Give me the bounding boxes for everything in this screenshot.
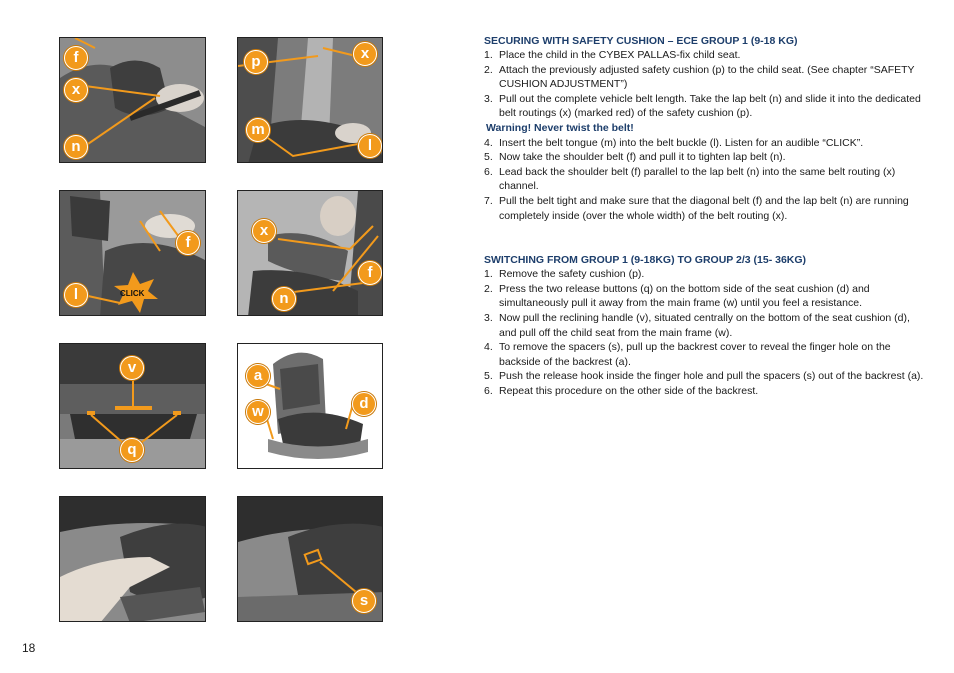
label-a: a [246,364,270,388]
step-text: Now take the shoulder belt (f) and pull it to tighten lap belt (n). [499,151,786,164]
label-l: l [64,283,88,307]
label-x: x [64,78,88,102]
step-number: 5. [484,151,493,164]
step-text: Pull out the complete vehicle belt length. Take the lap belt (n) and slide it into the dedicated belt routings (x) (marked red) of the safety cushion (p). [499,92,921,120]
step-text: Pull the belt tight and make sure that the diagonal belt (f) and the lap belt (n) are running completely inside (over the whole width) of the belt routing (x). [499,194,909,222]
label-x: x [353,42,377,66]
step-text: Remove the safety cushion (p). [499,268,645,281]
step-text: Lead back the shoulder belt (f) parallel to the lap belt (n) into the same belt routing (x) channel. [499,165,896,193]
label-d: d [352,392,376,416]
figure-6 [237,343,383,469]
steps-list-1b [484,136,924,224]
step-text: Press the two release buttons (q) on the bottom side of the seat cushion (d) and simultaneously pull it away from the main frame (w) until you feel a resistance. [499,282,870,310]
label-m: m [246,118,270,142]
figure-5 [59,343,206,469]
warning-text: Warning! Never twist the belt! [486,121,634,134]
step-text: Insert the belt tongue (m) into the belt buckle (l). Listen for an audible “CLICK”. [499,136,864,149]
step-number: 2. [484,282,493,295]
figure-7 [59,496,206,622]
figure-7-illustration [60,497,206,622]
figure-4 [237,190,383,316]
click-label: CLICK [120,289,145,298]
label-f: f [176,231,200,255]
step-number: 4. [484,136,493,149]
figure-2 [237,37,383,163]
list-item [484,267,924,282]
page-number: 18 [22,641,36,655]
step-text: Push the release hook inside the finger hole and pull the spacers (s) out of the backrest (a). [499,370,924,383]
label-q: q [120,438,144,462]
list-item [484,136,924,151]
step-text: Attach the previously adjusted safety cushion (p) to the child seat. (See chapter “SAFETY CUSHION ADJUSTMENT”) [499,63,915,91]
label-f: f [358,261,382,285]
step-number: 5. [484,370,493,383]
list-item [484,48,924,63]
step-text: To remove the spacers (s), pull up the backrest cover to reveal the finger hole on the backside of the backrest (a). [499,341,891,368]
list-item [484,384,924,399]
label-l: l [358,134,382,158]
steps-list-2 [484,267,924,398]
list-item [484,150,924,165]
label-n: n [64,135,88,159]
list-item [484,311,924,340]
label-s: s [352,589,376,613]
list-item [484,340,924,369]
instructions-column [484,34,924,398]
list-item [484,63,924,92]
figure-8 [237,496,383,622]
list-item [484,194,924,223]
step-number: 7. [484,194,493,207]
step-number: 1. [484,49,493,61]
section-heading-group1: SECURING WITH SAFETY CUSHION – ECE GROUP 1 (9-18 KG) [484,35,798,47]
step-number: 6. [484,384,493,397]
step-number: 2. [484,63,493,76]
list-item [484,92,924,121]
list-item [484,165,924,194]
list-item [484,369,924,384]
label-w: w [246,400,270,424]
figure-4-illustration [238,191,383,316]
step-number: 4. [484,341,493,354]
label-v: v [120,356,144,380]
step-text: Now pull the reclining handle (v), situated centrally on the bottom of the seat cushion (d), and pull off the child seat from the main frame (w). [499,311,910,339]
figure-1 [59,37,206,163]
label-x: x [252,219,276,243]
step-number: 3. [484,311,493,324]
label-n: n [272,287,296,311]
label-f: f [64,46,88,70]
step-number: 6. [484,165,493,178]
step-number: 1. [484,268,493,281]
step-text: Repeat this procedure on the other side of the backrest. [499,384,759,397]
list-item [484,282,924,311]
step-text: Place the child in the CYBEX PALLAS-fix child seat. [499,49,741,61]
section-heading-switching: SWITCHING FROM GROUP 1 (9-18KG) TO GROUP 2/3 (15- 36KG) [484,254,807,267]
step-number: 3. [484,92,493,105]
steps-list-1a [484,48,924,121]
figure-3 [59,190,206,316]
label-p: p [244,50,268,74]
